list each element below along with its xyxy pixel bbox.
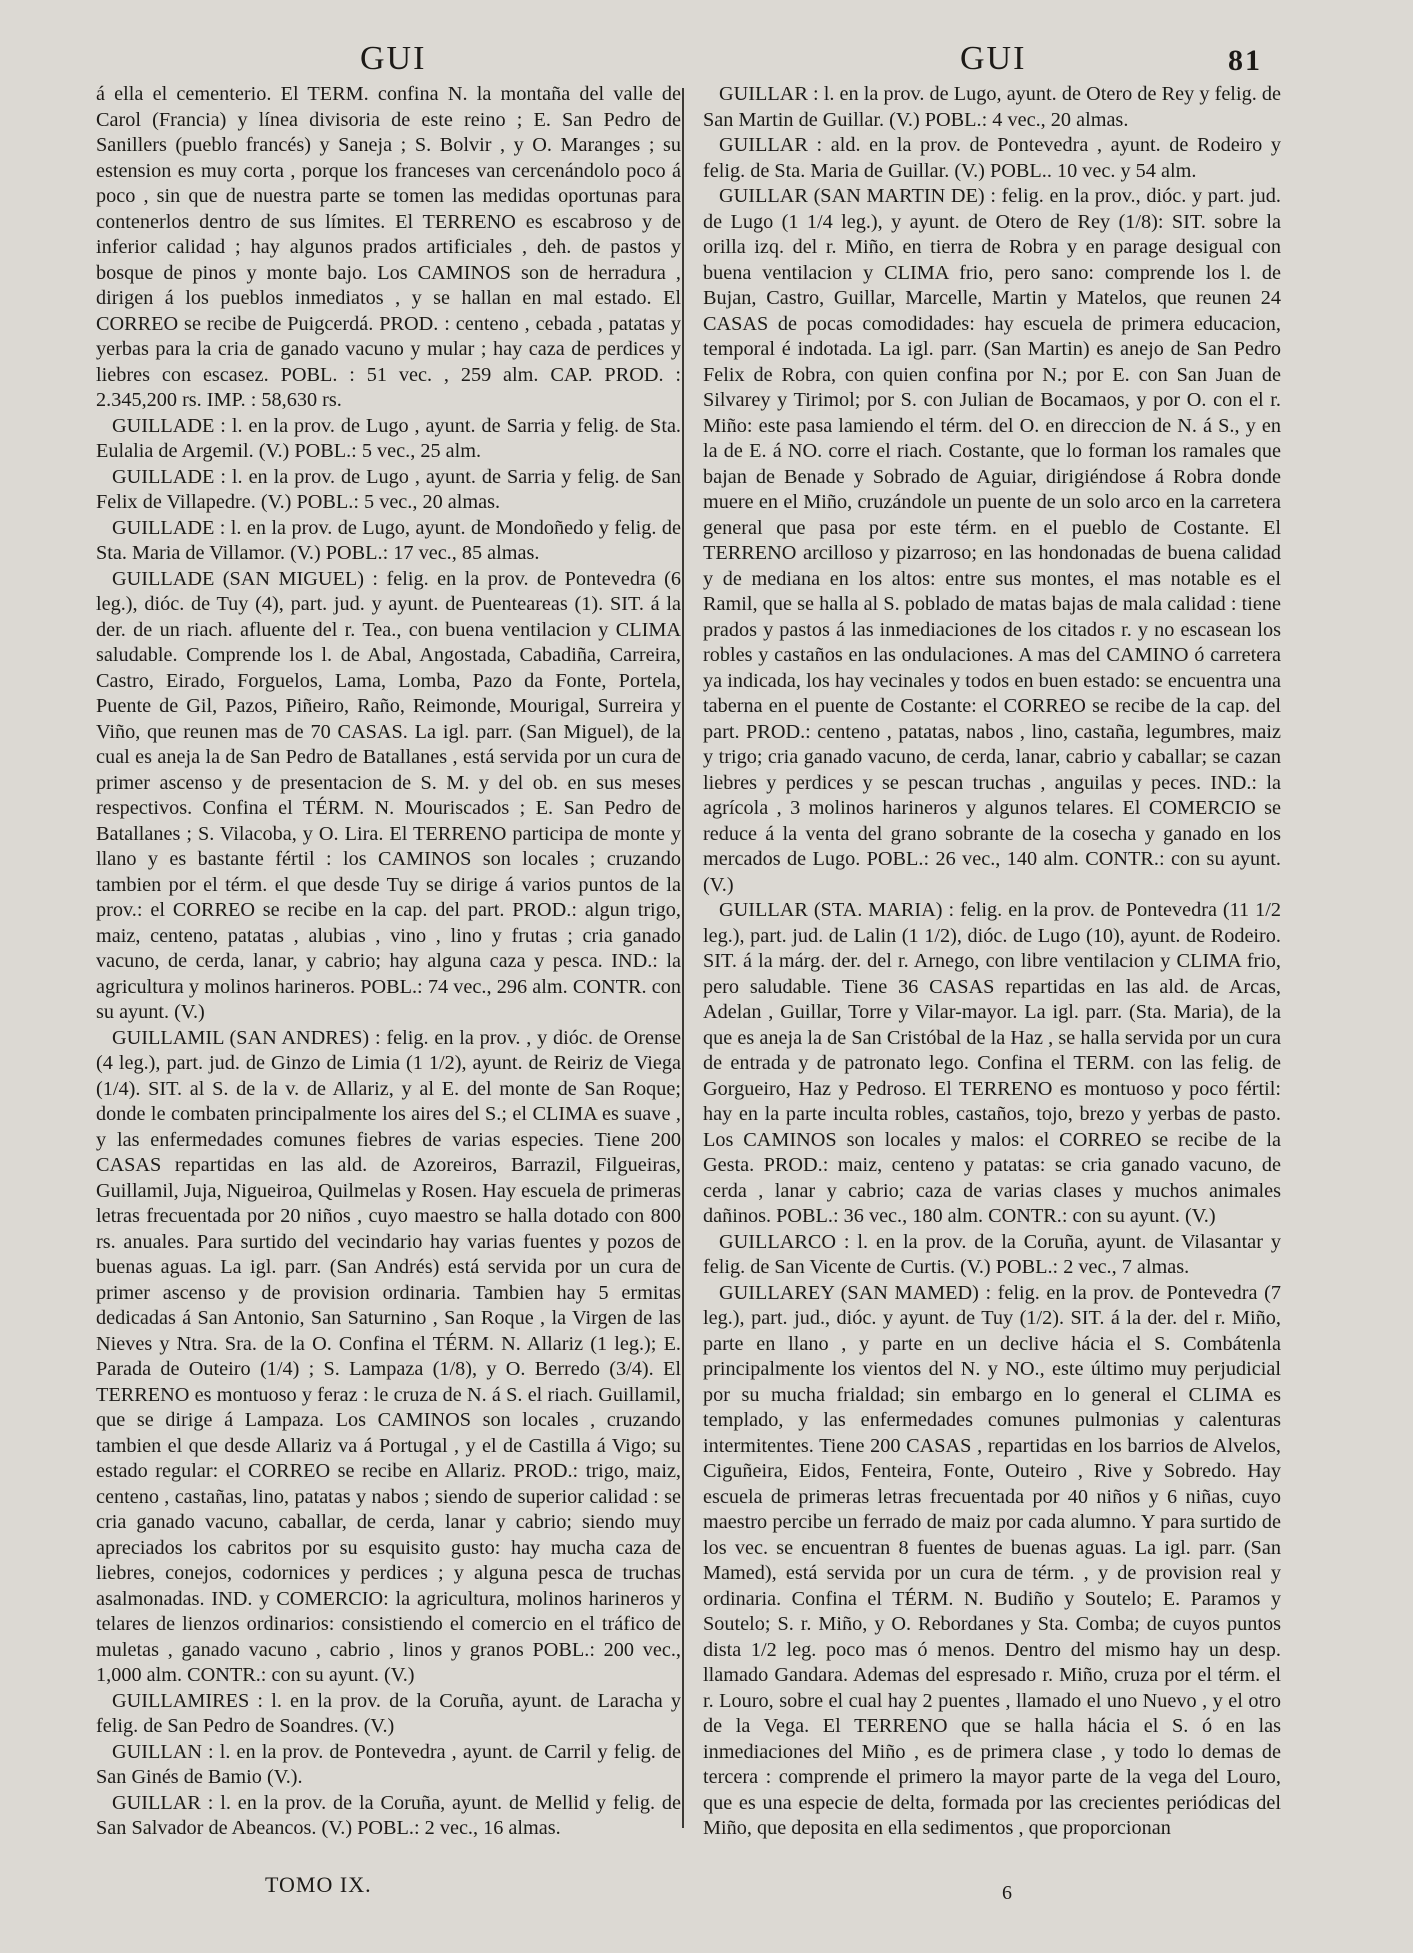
right-running-head: GUI	[960, 40, 1027, 77]
signature-mark: 6	[1002, 1882, 1012, 1904]
entry: GUILLAR (STA. MARIA) : felig. en la prov. de Pontevedra (11 1/2 leg.), part. jud. de Lalin (1 1/2), dióc. de Lugo (10), ayunt. de Rodeiro. SIT. á la márg. der. del r. Arnego, con libre ventilacion y CLIMA frio, pero saludable. Tiene 36 CASAS repartidas en las ald. de Arcas, Adelan , Guillar, Torre y Vilar-mayor. La igl. parr. (Sta. Maria), de la que es aneja la de San Cristóbal de la Haz , se halla servida por un cura de entrada y de patronato lego. Confina el TERM. con las felig. de Gorgueiro, Haz y Pedroso. El TERRENO es montuoso y poco fértil: hay en la parte inculta robles, castaños, tojo, brezo y yerbas de pasto. Los CAMINOS son locales y malos: el CORREO se recibe de la Gesta. PROD.: maiz, centeno y patatas: se cria ganado vacuno, de cerda , lanar y cabrio; caza de varias clases y muchos animales dañinos. POBL.: 36 vec., 180 alm. CONTR.: con su ayunt. (V.)	[703, 899, 1281, 1227]
entry: GUILLAR : ald. en la prov. de Pontevedra , ayunt. de Rodeiro y felig. de Sta. Maria de Guillar. (V.) POBL.. 10 vec. y 54 alm.	[703, 134, 1281, 182]
page-number: 81	[1228, 44, 1262, 77]
entry: GUILLARCO : l. en la prov. de la Coruña, ayunt. de Vilasantar y felig. de San Vicente de Curtis. (V.) POBL.: 2 vec., 7 almas.	[703, 1230, 1281, 1278]
entry: GUILLAR : l. en la prov. de la Coruña, ayunt. de Mellid y felig. de San Salvador de Abeancos. (V.) POBL.: 2 vec., 16 almas.	[96, 1791, 681, 1839]
left-column	[96, 82, 681, 1842]
left-running-head: GUI	[360, 40, 427, 77]
entry: GUILLADE (SAN MIGUEL) : felig. en la prov. de Pontevedra (6 leg.), dióc. de Tuy (4), part. jud. y ayunt. de Puenteareas (1). SIT. á la der. de un riach. afluente del r. Tea., con buena ventilacion y CLIMA saludable. Comprende los l. de Abal, Angostada, Cabadiña, Carreira, Castro, Eirado, Forguelos, Lama, Lomba, Pazo da Fonte, Portela, Puente de Gil, Pazos, Piñeiro, Raño, Reimonde, Mourigal, Surreira y Viño, que reunen mas de 70 CASAS. La igl. parr. (San Miguel), de la cual es aneja la de San Pedro de Batallanes , está servida por un cura de primer ascenso y de presentacion de S. M. y del ob. en sus meses respectivos. Confina el TÉRM. N. Mouriscados ; E. San Pedro de Batallanes ; S. Vilacoba, y O. Lira. El TERRENO participa de monte y llano y es bastante fértil : los CAMINOS son locales ; cruzando tambien por el térm. el que desde Tuy se dirige á varios puntos de la prov.: el CORREO se recibe en la cap. del part. PROD.: algun trigo, maiz, centeno, patatas , alubias , vino , lino y frutas ; cria ganado vacuno, de cerda, lanar, y cabrio; hay alguna caza y pesca. IND.: la agricultura y molinos harineros. POBL.: 74 vec., 296 alm. CONTR. con su ayunt. (V.)	[96, 567, 681, 1023]
right-column	[703, 82, 1281, 1842]
entry: GUILLADE : l. en la prov. de Lugo , ayunt. de Sarria y felig. de San Felix de Villapedre. (V.) POBL.: 5 vec., 20 almas.	[96, 465, 681, 513]
column-divider	[682, 88, 684, 1828]
entry: GUILLADE : l. en la prov. de Lugo , ayunt. de Sarria y felig. de Sta. Eulalia de Argemil. (V.) POBL.: 5 vec., 25 alm.	[96, 414, 681, 462]
entry: GUILLAN : l. en la prov. de Pontevedra , ayunt. de Carril y felig. de San Ginés de Bamio (V.).	[96, 1740, 681, 1788]
entry: GUILLAMIL (SAN ANDRES) : felig. en la prov. , y dióc. de Orense (4 leg.), part. jud. de Ginzo de Limia (1 1/2), ayunt. de Reiriz de Viega (1/4). SIT. al S. de la v. de Allariz, y al E. del monte de San Roque; donde le combaten principalmente los aires del S.; el CLIMA es suave , y las enfermedades comunes fiebres de varias especies. Tiene 200 CASAS repartidas en las ald. de Azoreiros, Barrazil, Filgueiras, Guillamil, Juja, Nigueiroa, Quilmelas y Rosen. Hay escuela de primeras letras frecuentada por 20 niños , cuyo maestro se halla dotado con 800 rs. anuales. Para surtido del vecindario hay varias fuentes y pozos de buenas aguas. La igl. parr. (San Andrés) está servida por un cura de primer ascenso y de provision ordinaria. Tambien hay 5 ermitas dedicadas á San Antonio, San Saturnino , San Roque , la Virgen de las Nieves y Ntra. Sra. de la O. Confina el TÉRM. N. Allariz (1 leg.); E. Parada de Outeiro (1/4) ; S. Lampaza (1/8), y O. Berredo (3/4). El TERRENO es montuoso y feraz : le cruza de N. á S. el riach. Guillamil, que se dirige á Lampaza. Los CAMINOS son locales , cruzando tambien el que desde Allariz va á Portugal , y el de Castilla á Vigo; su estado regular: el CORREO se recibe en Allariz. PROD.: trigo, maiz, centeno , castañas, lino, patatas y nabos ; siendo de superior calidad : se cria ganado vacuno, caballar, de cerda, lanar y cabrio; siendo muy apreciados los cabritos por su esquisito gusto: hay mucha caza de liebres, conejos, codornices y perdices ; y alguna pesca de truchas asalmonadas. IND. y COMERCIO: la agricultura, molinos harineros y telares de lienzos ordinarios: consistiendo el comercio en el tráfico de muletas , ganado vacuno , cabrio , linos y granos POBL.: 200 vec., 1,000 alm. CONTR.: con su ayunt. (V.)	[96, 1026, 681, 1686]
entry: GUILLADE : l. en la prov. de Lugo, ayunt. de Mondoñedo y felig. de Sta. Maria de Villamor. (V.) POBL.: 17 vec., 85 almas.	[96, 516, 681, 564]
entry-continuation: á ella el cementerio. El TERM. confina N. la montaña del valle de Carol (Francia) y línea divisoria de este reino ; E. San Pedro de Sanillers (pueblo francés) y Saneja ; S. Bolvir , y O. Maranges ; su estension es muy corta , porque los franceses van cercenándolo poco á poco , sin que de nuestra parte se tomen las medidas oportunas para contenerlos dentro de sus límites. El TERRENO es escabroso y de inferior calidad ; hay algunos prados artificiales , deh. de pastos y bosque de pinos y monte bajo. Los CAMINOS son de herradura , dirigen á los pueblos inmediatos , y se hallan en mal estado. El CORREO se recibe de Puigcerdá. PROD. : centeno , cebada , patatas y yerbas para la cria de ganado vacuno y mular ; hay caza de perdices y liebres con escasez. POBL. : 51 vec. , 259 alm. CAP. PROD. : 2.345,200 rs. IMP. : 58,630 rs.	[96, 83, 681, 411]
volume-label: TOMO IX.	[265, 1872, 372, 1897]
entry: GUILLAMIRES : l. en la prov. de la Coruña, ayunt. de Laracha y felig. de San Pedro de Soandres. (V.)	[96, 1689, 681, 1737]
page-footer	[0, 1872, 1413, 1912]
entry: GUILLAREY (SAN MAMED) : felig. en la prov. de Pontevedra (7 leg.), part. jud., dióc. y ayunt. de Tuy (1/2). SIT. á la der. del r. Miño, parte en llano , y parte en un declive hácia el S. Combátenla principalmente los vientos del N. y NO., este último muy perjudicial por su mucha frialdad; sin embargo en lo general el CLIMA es templado, y las enfermedades comunes pulmonias y calenturas intermitentes. Tiene 200 CASAS , repartidas en los barrios de Alvelos, Ciguñeira, Eidos, Fenteira, Fonte, Outeiro , Rive y Sobredo. Hay escuela de primeras letras frecuentada por 40 niños y 6 niñas, cuyo maestro percibe un ferrado de maiz por cada alumno. Y para surtido de los vec. se encuentran 8 fuentes de buenas aguas. La igl. parr. (San Mamed), está servida por un cura de térm. , y de provision real y ordinaria. Confina el TÉRM. N. Budiño y Soutelo; E. Paramos y Soutelo; S. r. Miño, y O. Rebordanes y Sta. Comba; de cuyos puntos dista 1/2 leg. poco mas ó menos. Dentro del mismo hay un desp. llamado Gandara. Ademas del espresado r. Miño, cruza por el térm. el r. Louro, sobre el cual hay 2 puentes , llamado el uno Nuevo , y el otro de la Vega. El TERRENO que se halla hácia el S. ó en las inmediaciones del Miño , es de primera clase , y todo lo demas de tercera : comprende el primero la mayor parte de la vega del Louro, que es una especie de delta, formada por las crecientes periódicas del Miño, que deposita en ella sedimentos , que proporcionan	[703, 1281, 1281, 1839]
entry: GUILLAR : l. en la prov. de Lugo, ayunt. de Otero de Rey y felig. de San Martin de Guillar. (V.) POBL.: 4 vec., 20 almas.	[703, 83, 1281, 131]
entry: GUILLAR (SAN MARTIN DE) : felig. en la prov., dióc. y part. jud. de Lugo (1 1/4 leg.), y ayunt. de Otero de Rey (1/8): SIT. sobre la orilla izq. del r. Miño, en tierra de Robra y en parage desigual con buena ventilacion y CLIMA frio, pero sano: comprende los l. de Bujan, Castro, Guillar, Marcelle, Martin y Matelos, que reunen 24 CASAS de pocas comodidades: hay escuela de primera educacion, temporal é indotada. La igl. parr. (San Martin) es anejo de San Pedro Felix de Robra, con quien confina por N.; por E. con San Juan de Silvarey y Tirimol; por S. con Julian de Bocamaos, y por O. con el r. Miño: este pasa lamiendo el térm. del O. en direccion de N. á S., y en la de E. á NO. corre el riach. Costante, que lo forman los ramales que bajan de Benade y Sobrado de Aguiar, dirigiéndose á Robra donde muere en el Miño, cruzándole un puente de un solo arco en la carretera general que pasa por este térm. en el pueblo de Costante. El TERRENO arcilloso y pizarroso; en las hondonadas de buena calidad y de mediana en los altos: entre sus montes, el mas notable es el Ramil, que se halla al S. poblado de matas bajas de mala calidad : tiene prados y pastos á las inmediaciones de los citados r. y no escasean los robles y castaños en las ondulaciones. A mas del CAMINO ó carretera ya indicada, los hay vecinales y todos en buen estado: se encuentra una taberna en el puente de Costante: el CORREO se recibe de la cap. del part. PROD.: centeno , patatas, nabos , lino, castaña, legumbres, maiz y trigo; cria ganado vacuno, de cerda, lanar, cabrio y caballar; se cazan liebres y perdices y se pescan truchas , anguilas y peces. IND.: la agrícola , 3 molinos harineros y algunos telares. El COMERCIO se reduce á la venta del grano sobrante de la cosecha y ganado en los mercados de Lugo. POBL.: 26 vec., 140 alm. CONTR.: con su ayunt. (V.)	[703, 185, 1281, 896]
